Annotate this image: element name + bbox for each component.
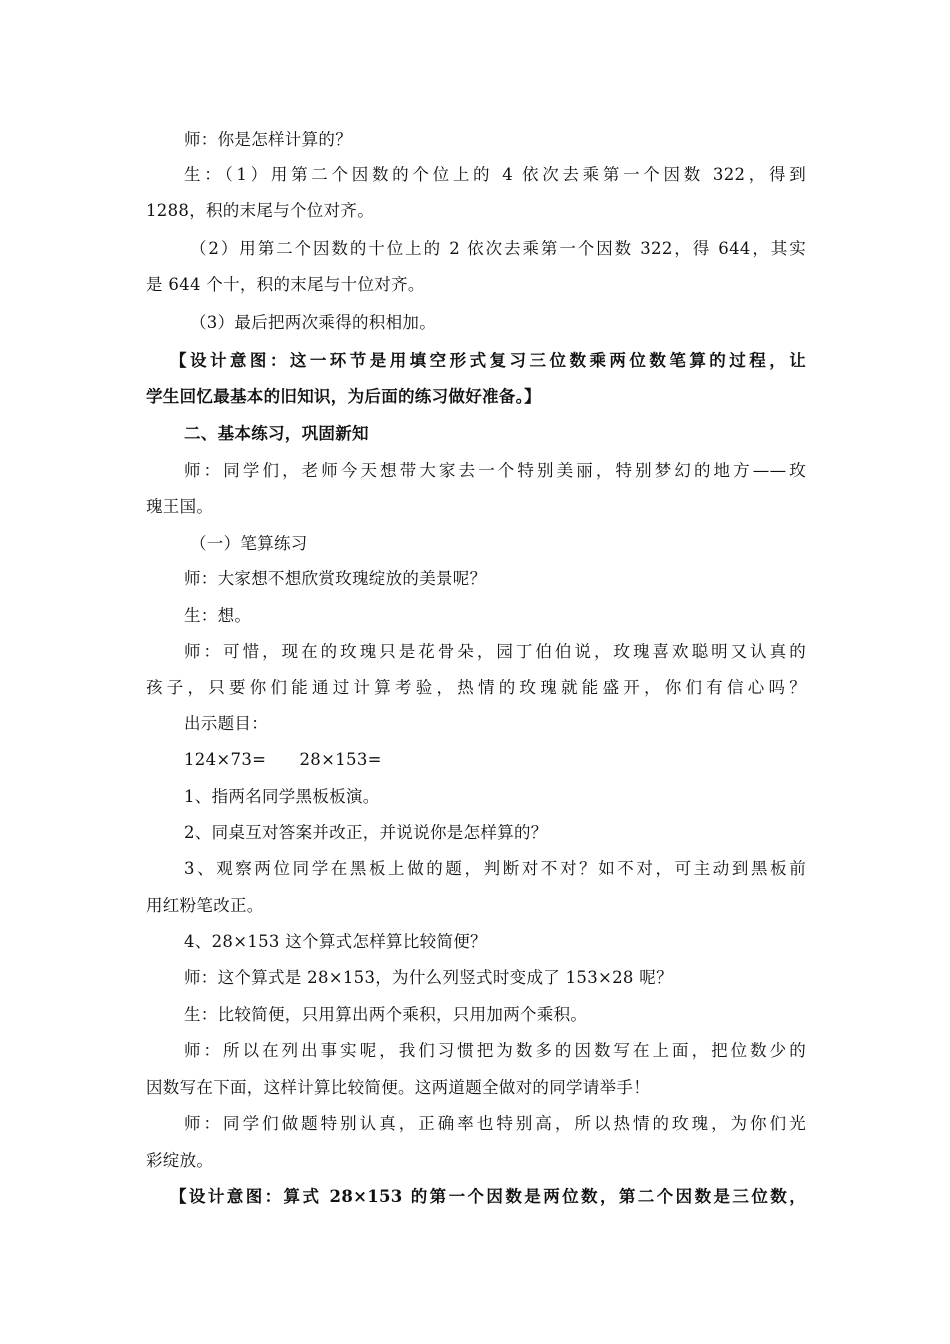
paragraph-line-8: 瑰王国。	[146, 497, 214, 516]
paragraph-line-13: 出示题目：	[184, 714, 268, 733]
list-item-3-line-2: 用红粉笔改正。	[146, 896, 264, 915]
section-heading: 二、基本练习，巩固新知	[184, 424, 369, 443]
design-intent-line-1: 【设计意图：这一环节是用填空形式复习三位数乘两位数笔算的过程，让	[170, 351, 806, 370]
list-item-2: 2、同桌互对答案并改正，并说说你是怎样算的？	[184, 823, 548, 842]
list-item-1: 1、指两名同学黑板板演。	[184, 787, 380, 806]
paragraph-line-1: 师：你是怎样计算的？	[184, 130, 352, 149]
paragraph-line-5: 是 644 个十，积的末尾与十位对齐。	[146, 275, 425, 294]
paragraph-line-4: （2）用第二个因数的十位上的 2 依次去乘第一个因数 322，得 644，其实	[190, 239, 806, 258]
paragraph-line-15: 生：比较简便，只用算出两个乘积，只用加两个乘积。	[184, 1005, 588, 1024]
design-intent-line-2: 学生回忆最基本的旧知识，为后面的练习做好准备。】	[146, 387, 541, 406]
subsection-heading: （一）笔算练习	[190, 534, 308, 553]
paragraph-line-7: 师：同学们，老师今天想带大家去一个特别美丽，特别梦幻的地方——玫	[184, 461, 806, 480]
paragraph-line-14: 师：这个算式是 28×153，为什么列竖式时变成了 153×28 呢？	[184, 968, 673, 987]
list-item-4: 4、28×153 这个算式怎样算比较简便？	[184, 932, 487, 951]
paragraph-line-18: 师：同学们做题特别认真，正确率也特别高，所以热情的玫瑰，为你们光	[184, 1114, 806, 1133]
paragraph-line-9: 师：大家想不想欣赏玫瑰绽放的美景呢？	[184, 569, 487, 588]
paragraph-line-19: 彩绽放。	[146, 1151, 214, 1170]
paragraph-line-12: 孩子，只要你们能通过计算考验，热情的玫瑰就能盛开，你们有信心吗？	[146, 678, 806, 697]
paragraph-line-2: 生：（1）用第二个因数的个位上的 4 依次去乘第一个因数 322，得到	[184, 165, 806, 184]
math-problems: 124×73= 28×153=	[184, 750, 382, 769]
paragraph-line-3: 1288，积的末尾与个位对齐。	[146, 201, 374, 220]
paragraph-line-10: 生：想。	[184, 606, 252, 625]
paragraph-line-16: 师：所以在列出事实呢，我们习惯把为数多的因数写在上面，把位数少的	[184, 1041, 806, 1060]
design-intent-line-3: 【设计意图：算式 28×153 的第一个因数是两位数，第二个因数是三位数，	[170, 1187, 806, 1206]
paragraph-line-17: 因数写在下面，这样计算比较简便。这两道题全做对的同学请举手！	[146, 1078, 650, 1097]
paragraph-line-11: 师：可惜，现在的玫瑰只是花骨朵，园丁伯伯说，玫瑰喜欢聪明又认真的	[184, 642, 806, 661]
paragraph-line-6: （3）最后把两次乘得的积相加。	[190, 313, 436, 332]
list-item-3-line-1: 3、观察两位同学在黑板上做的题，判断对不对？如不对，可主动到黑板前	[184, 859, 806, 878]
